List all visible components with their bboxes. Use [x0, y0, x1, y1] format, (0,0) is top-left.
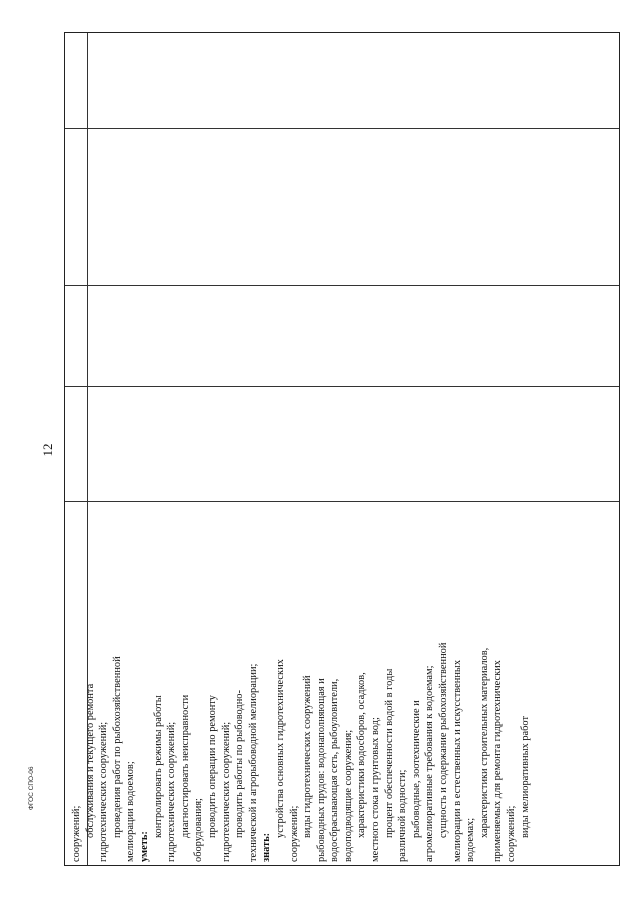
- section-heading: знать:: [261, 832, 273, 862]
- row-divider: [65, 128, 619, 129]
- text-line: характеристики строительных материалов,: [478, 647, 490, 838]
- text-line: местного стока и грунтовых вод;: [370, 717, 382, 862]
- section-heading: уметь:: [138, 831, 150, 862]
- text-line: водоподводящие сооружения;: [342, 729, 354, 862]
- row-divider: [65, 285, 619, 286]
- text-line: гидротехнических сооружений;: [98, 721, 110, 862]
- text-line: проводить операции по ремонту: [206, 695, 218, 838]
- text-line: проводить работы по рыбоводно-: [234, 690, 246, 838]
- row-divider: [65, 386, 619, 387]
- text-line: технической и агрорыбоводной мелиорации;: [247, 663, 259, 862]
- text-line: устройства основных гидротехнических: [274, 659, 286, 838]
- text-line: виды гидротехнических сооружений: [302, 675, 314, 838]
- text-line: водоемах;: [465, 817, 477, 862]
- text-line: гидротехнических сооружений;: [166, 721, 178, 862]
- text-line: процент обеспеченности водой в годы: [383, 668, 395, 838]
- text-line: рыбоводных прудов: водонаполняющая и: [315, 678, 327, 862]
- text-line: мелиорации водоемов;: [125, 761, 137, 862]
- text-line: виды мелиоративных работ: [519, 715, 531, 838]
- text-line: мелиорации в естественных и искусственных: [451, 659, 463, 862]
- row-divider: [65, 501, 619, 502]
- text-line: применяемых для ремонта гидротехнических: [492, 660, 504, 862]
- text-line: сооружений;: [506, 805, 517, 862]
- page-number: 12: [40, 443, 55, 457]
- text-line: рыбоводные, зоотехнические и: [410, 700, 422, 838]
- text-line: диагностировать неисправности: [179, 694, 191, 838]
- text-line: характеристики водосборов, осадков,: [356, 672, 368, 838]
- text-line: гидротехнических сооружений;: [220, 721, 232, 862]
- text-line: агромелиоративные требования к водоемам;: [424, 665, 436, 862]
- document-code: ФГОС СПО-06: [28, 766, 35, 810]
- text-line: различной водности;: [397, 769, 409, 862]
- text-line: сооружений;: [71, 805, 82, 862]
- text-line: сооружений;: [288, 805, 300, 862]
- text-line: водосбрасывающая сеть, рыбоуловители,: [329, 678, 341, 862]
- text-line: контролировать режимы работы: [152, 695, 164, 838]
- text-line: оборудования;: [193, 798, 205, 862]
- text-line: проведения работ по рыбохозяйственной: [111, 656, 123, 838]
- text-line: сущность и содержание рыбохозяйственной: [438, 642, 450, 838]
- text-line: обслуживания и текущего ремонта: [84, 683, 96, 838]
- competency-text-cell: [70, 504, 618, 862]
